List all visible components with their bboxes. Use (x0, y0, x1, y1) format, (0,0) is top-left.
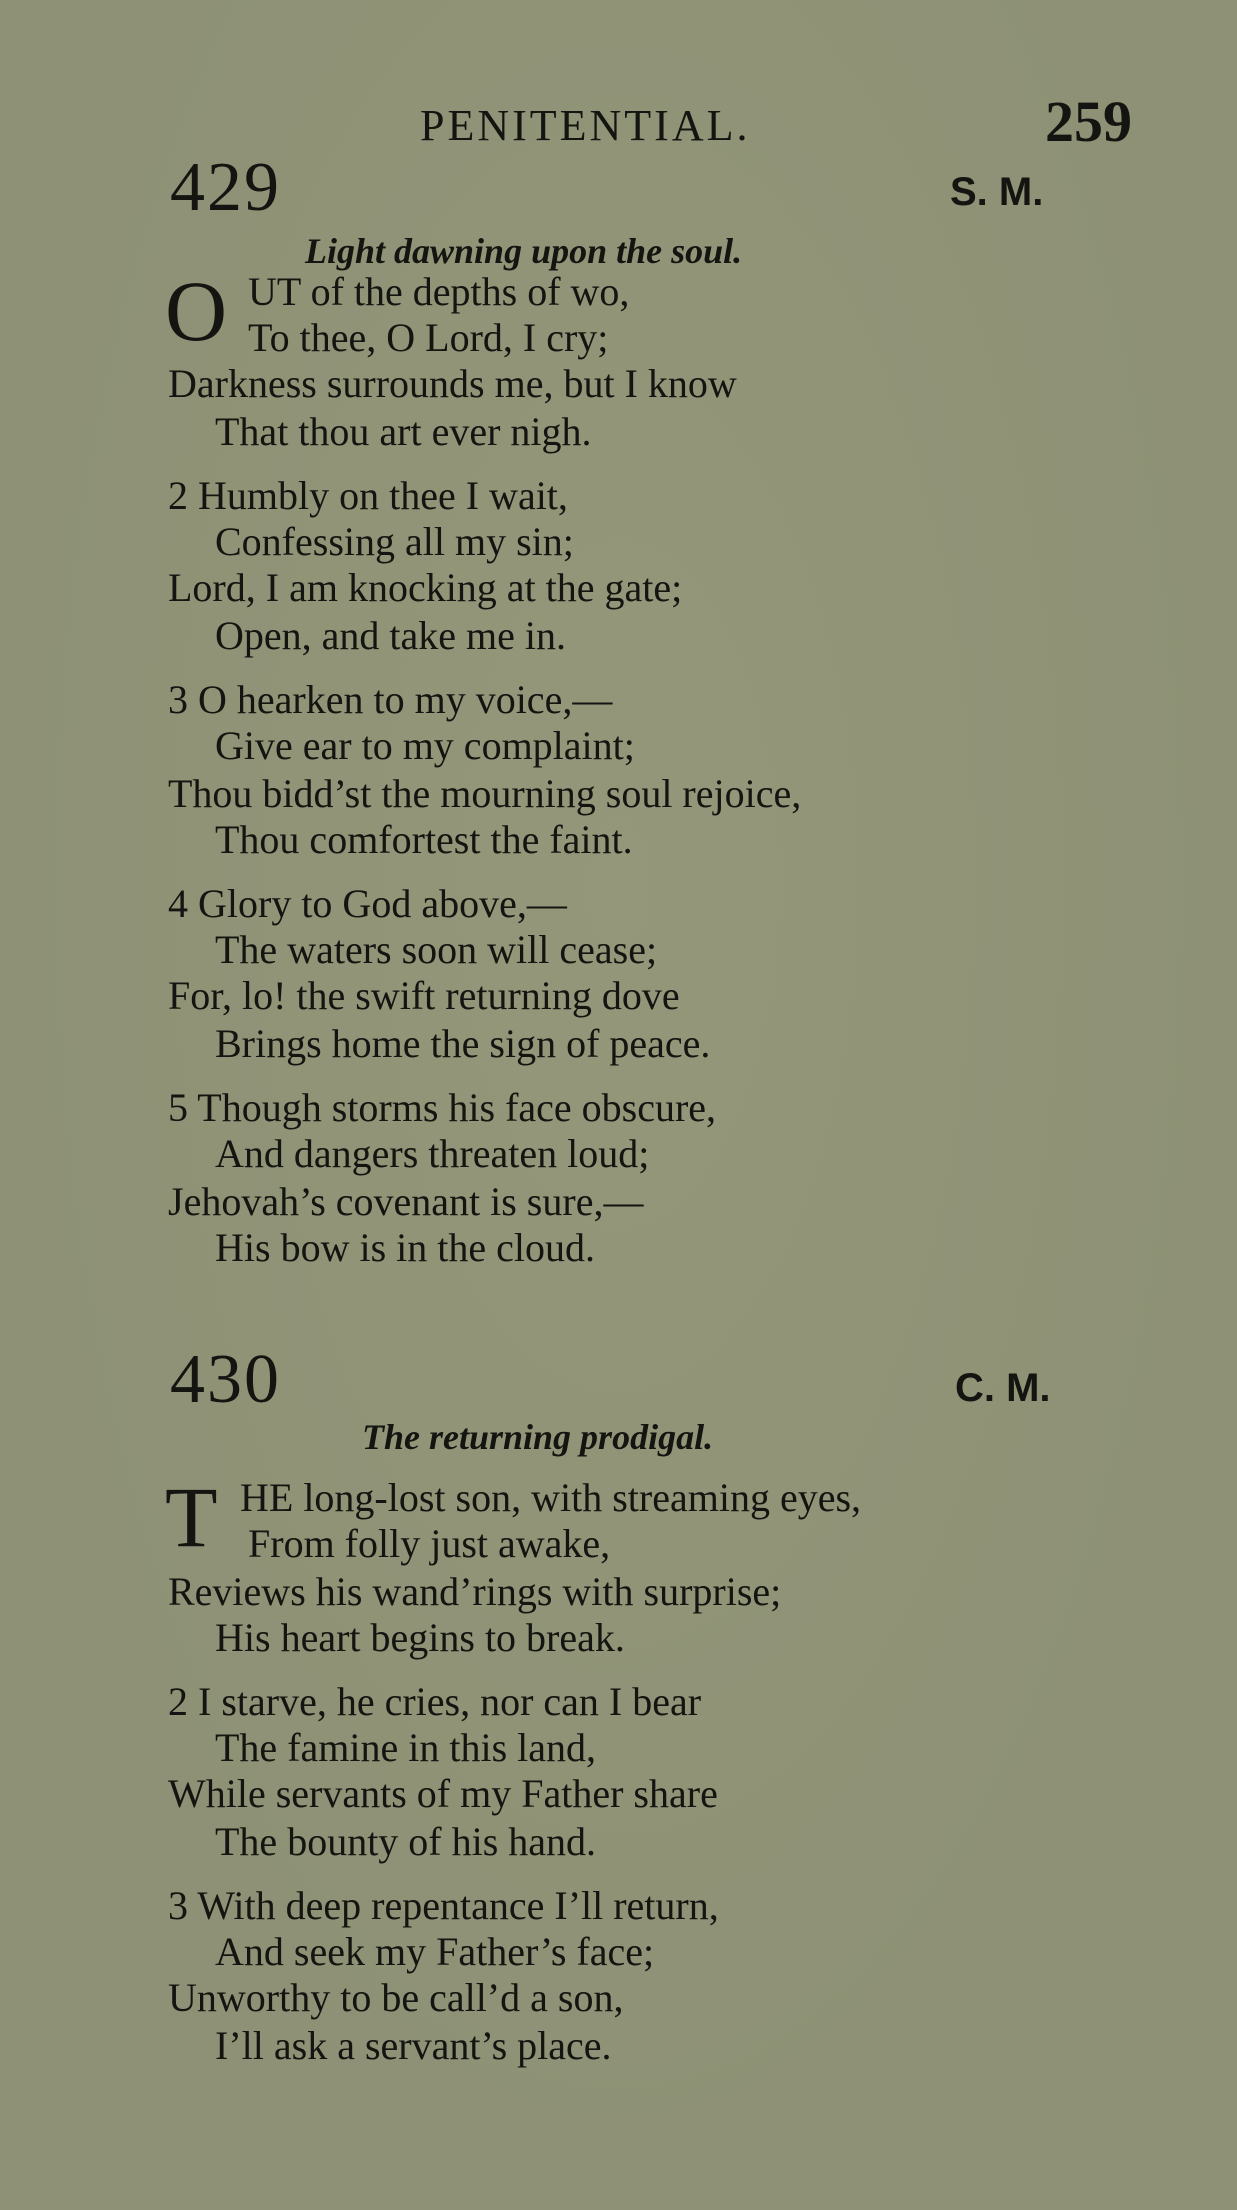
hymn-number-430: 430 (170, 1341, 281, 1418)
verse-line: The bounty of his hand. (215, 1819, 597, 1864)
verse-line: And dangers threaten loud; (215, 1131, 650, 1176)
verse-line: 4 Glory to God above,— (168, 881, 567, 926)
page-number: 259 (1045, 89, 1132, 154)
verse-line: That thou art ever nigh. (215, 409, 592, 454)
verse-line: 5 Though storms his face obscure, (168, 1085, 717, 1130)
drop-cap-430: T (165, 1469, 218, 1565)
verse-line: And seek my Father’s face; (215, 1929, 655, 1974)
verse-line: Confessing all my sin; (215, 519, 574, 564)
verse-line: The waters soon will cease; (215, 927, 658, 972)
verse-line: While servants of my Father share (168, 1771, 718, 1816)
verse-line: Unworthy to be call’d a son, (168, 1975, 624, 2020)
verse-line: For, lo! the swift returning dove (168, 973, 680, 1018)
drop-cap-429: O (165, 263, 228, 359)
hymn-number-429: 429 (170, 149, 281, 226)
verse-line: Open, and take me in. (215, 613, 566, 658)
verse-line: UT of the depths of wo, (248, 269, 630, 314)
hymn-meter-429: S. M. (950, 170, 1044, 214)
verse-line: HE long-lost son, with streaming eyes, (240, 1475, 862, 1520)
hymn-meter-430: C. M. (955, 1366, 1051, 1410)
verse-line: Darkness surrounds me, but I know (168, 361, 737, 406)
verse-line: His heart begins to break. (215, 1615, 625, 1660)
verse-line: To thee, O Lord, I cry; (248, 315, 609, 360)
verse-line: Lord, I am knocking at the gate; (168, 565, 683, 610)
verse-line: I’ll ask a servant’s place. (215, 2023, 612, 2068)
verse-line: 2 Humbly on thee I wait, (168, 473, 568, 518)
verse-line: 3 With deep repentance I’ll return, (168, 1883, 719, 1928)
verse-line: Thou bidd’st the mourning soul rejoice, (168, 771, 802, 816)
verse-line: The famine in this land, (215, 1725, 597, 1770)
hymn-subtitle-430: The returning prodigal. (362, 1417, 714, 1457)
verse-line: Brings home the sign of peace. (215, 1021, 711, 1066)
verse-line: Give ear to my complaint; (215, 723, 635, 768)
verse-line: His bow is in the cloud. (215, 1225, 595, 1270)
verse-line: 2 I starve, he cries, nor can I bear (168, 1679, 702, 1724)
verse-line: From folly just awake, (248, 1521, 611, 1566)
verse-line: Reviews his wand’rings with surprise; (168, 1569, 782, 1614)
hymn-subtitle-429: Light dawning upon the soul. (305, 231, 743, 271)
verse-line: Jehovah’s covenant is sure,— (168, 1179, 644, 1224)
running-title: PENITENTIAL. (420, 101, 751, 150)
verse-line: Thou comfortest the faint. (215, 817, 633, 862)
verse-line: 3 O hearken to my voice,— (168, 677, 613, 722)
